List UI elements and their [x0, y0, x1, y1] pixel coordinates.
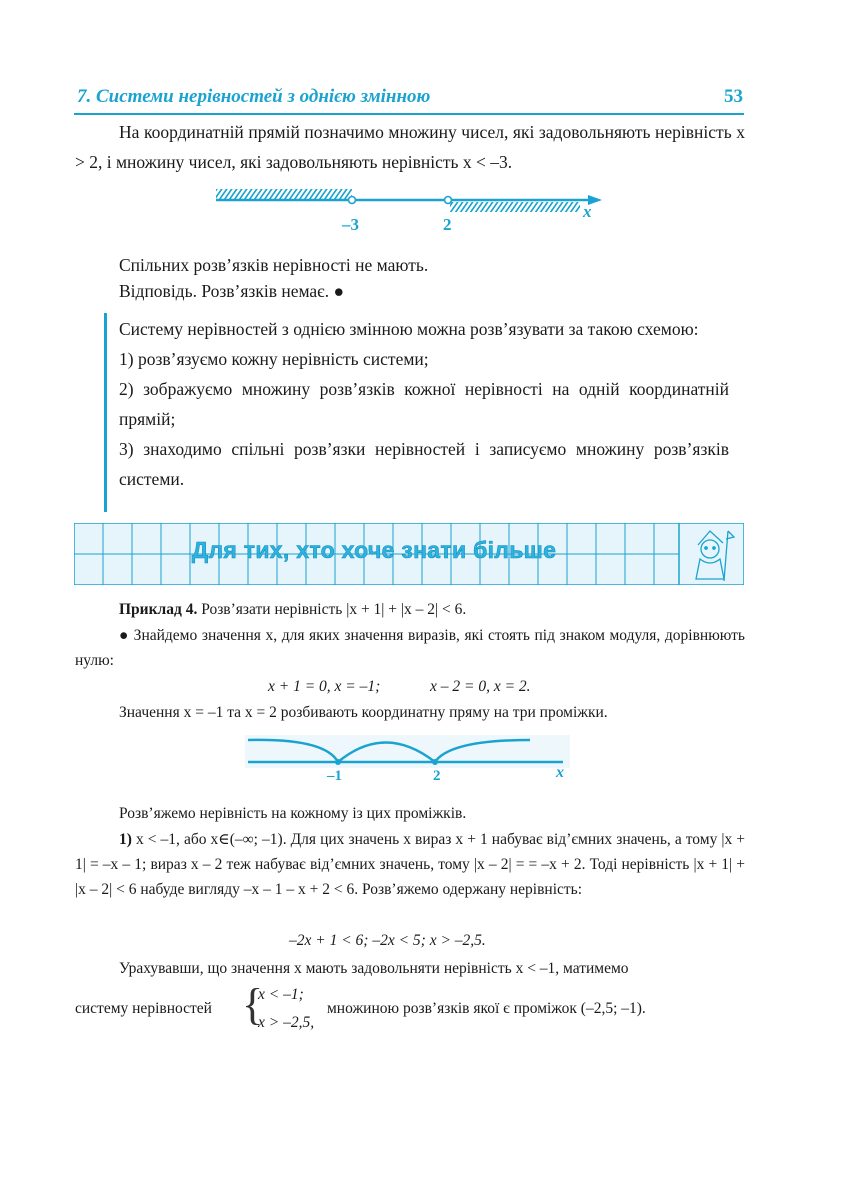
system-brace-icon: { [242, 980, 264, 1029]
example-paragraph-4: Урахувавши, що значення x мають задовольняти нерівність x < –1, матимемо [119, 960, 629, 977]
running-header-title: 7. Системи нерівностей з однією змінною [77, 86, 431, 107]
open-point-b [445, 197, 452, 204]
example-paragraph-1: ● Знайдемо значення x, для яких значення виразів, які стоять під знаком модуля, дорівнюють нулю: [75, 627, 745, 669]
rule-intro: Систему нерівностей з однією змінною можна розв’язувати за такою схемою: [119, 319, 699, 339]
fig1-axis-label: x [583, 202, 592, 221]
rule-step-2: 2) зображуємо множину розв’язків кожної нерівності на одній координатній прямій; [119, 379, 729, 429]
system-line-2: x > –2,5, [258, 1014, 315, 1031]
system-suffix: множиною розв’язків якої є проміжок (–2,5; –1). [327, 1000, 646, 1017]
fig1-label-a: –3 [342, 215, 359, 234]
system-prefix: систему нерівностей [75, 1000, 212, 1017]
no-common-solutions: Спільних розв’язків нерівності не мають. [119, 255, 429, 275]
page-number: 53 [724, 86, 743, 107]
case-1-text: x < –1, або x∈(–∞; –1). Для цих значень x вираз x + 1 набуває від’ємних значень, а тому |x + 1| = –x – 1; вираз x – 2 теж набуває від’ємних значень, тому |x – 2| = = –x + 2. Тоді нерівність |x + 1| + |x – 2| < 6 набуде вигляду –x – 1 – x + 2 < 6. Розв’яжемо одержану нерівність: [75, 831, 745, 898]
fig2-label-b: 2 [433, 768, 441, 784]
example-heading [119, 597, 466, 622]
example-label: Приклад 4. [119, 601, 198, 618]
rule-sidebar-bar [104, 313, 107, 512]
rule-block [119, 314, 729, 494]
number-line-figure-2 [245, 735, 575, 770]
intro-paragraph: На координатній прямій позначимо множину чисел, які задовольняють нерівність x > 2, і множину чисел, які задовольняють нерівність x < –3. [75, 122, 745, 172]
rule-step-1: 1) розв’язуємо кожну нерівність системи; [119, 349, 429, 369]
fig2-label-a: –1 [327, 768, 342, 784]
system-line-1: x < –1; [258, 986, 304, 1003]
example-paragraph-2: Значення x = –1 та x = 2 розбивають координатну пряму на три проміжки. [119, 704, 608, 721]
number-line-figure-1 [210, 183, 610, 233]
header-rule [74, 113, 744, 115]
banner-title: Для тих, хто хоче знати більше [191, 537, 557, 563]
case-1-number: 1) [119, 831, 132, 848]
example-paragraph-3: Розв’яжемо нерівність на кожному із цих проміжків. [119, 805, 467, 822]
hatch-right [450, 202, 580, 212]
fig1-label-b: 2 [443, 215, 452, 234]
further-reading-banner [74, 523, 744, 585]
point-b [432, 759, 438, 765]
fig2-axis-label: x [556, 764, 564, 781]
example-task: Розв’язати нерівність |x + 1| + |x – 2| < 6. [197, 601, 467, 618]
rule-step-3: 3) знаходимо спільні розв’язки нерівностей і записуємо множину розв’язків системи. [119, 439, 729, 489]
hatch-left [216, 189, 352, 199]
open-point-a [349, 197, 356, 204]
answer-line: Відповідь. Розв’язків немає. ● [119, 281, 345, 301]
case-1-paragraph [75, 827, 745, 902]
equation-2: x – 2 = 0, x = 2. [430, 678, 531, 695]
equation-3: –2x + 1 < 6; –2x < 5; x > –2,5. [289, 932, 486, 949]
point-a [335, 759, 341, 765]
equation-1: x + 1 = 0, x = –1; [268, 678, 381, 695]
